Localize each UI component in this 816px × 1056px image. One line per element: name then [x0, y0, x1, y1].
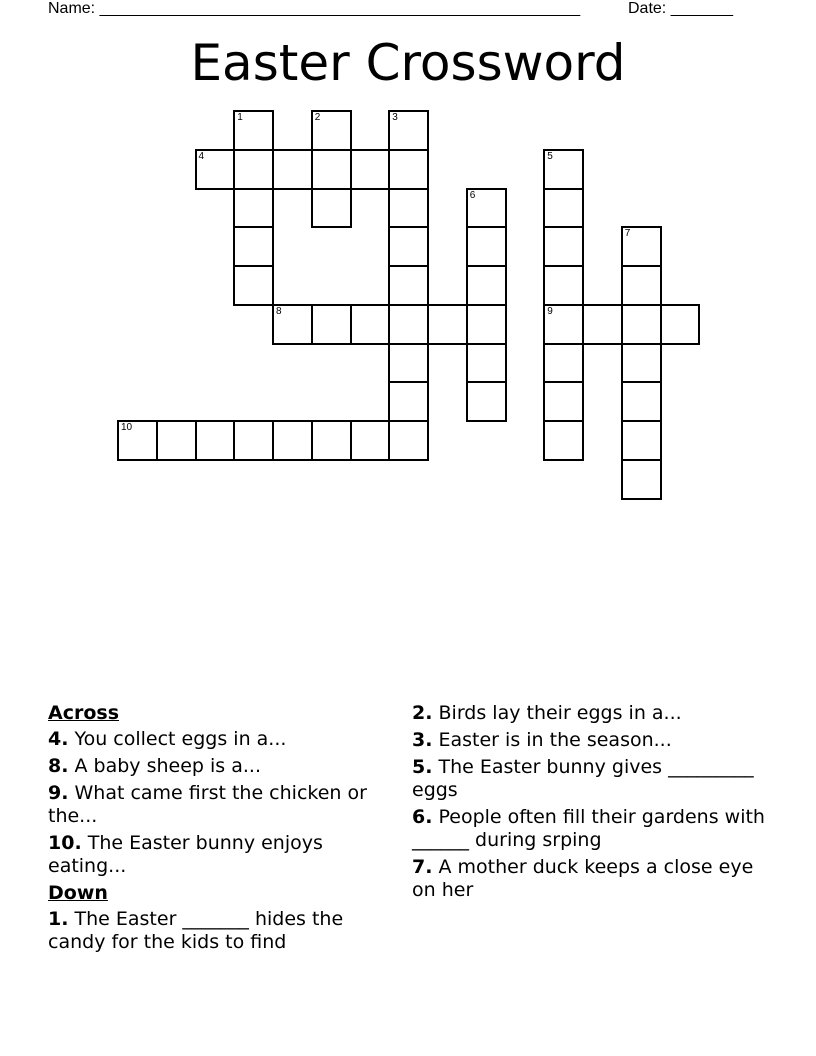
crossword-grid	[0, 0, 816, 520]
grid-cell[interactable]	[466, 226, 507, 267]
grid-cell[interactable]	[543, 304, 584, 345]
grid-cell[interactable]	[233, 110, 274, 151]
clue-text: The Easter _______ hides the candy for the kids to find	[48, 908, 344, 953]
name-field[interactable]: Name: ______________________________________________________	[48, 0, 581, 17]
clue-number-label: 1	[237, 112, 243, 123]
grid-cell[interactable]	[543, 343, 584, 384]
grid-cell[interactable]	[466, 265, 507, 306]
grid-cell[interactable]	[621, 265, 662, 306]
clue-number-label: 3	[392, 112, 398, 123]
grid-cell[interactable]	[621, 459, 662, 500]
grid-cell[interactable]	[117, 420, 158, 461]
grid-cell[interactable]	[543, 265, 584, 306]
grid-cell[interactable]	[660, 304, 701, 345]
grid-cell[interactable]	[311, 304, 352, 345]
clue-number-label: 2	[314, 112, 321, 123]
across-clue-9	[48, 782, 388, 828]
clue-number: 10.	[48, 832, 82, 854]
clue-text: A baby sheep is a...	[74, 755, 261, 777]
clue-number: 5.	[412, 756, 433, 778]
clues-left-column	[48, 702, 388, 958]
grid-cell[interactable]	[388, 381, 429, 422]
clue-number: 7.	[412, 856, 433, 878]
grid-cell[interactable]	[543, 381, 584, 422]
grid-cell[interactable]	[466, 188, 507, 229]
grid-cell[interactable]	[350, 149, 391, 190]
grid-cell[interactable]	[621, 381, 662, 422]
grid-cell[interactable]	[272, 420, 313, 461]
down-clue-1	[48, 908, 388, 954]
grid-cell[interactable]	[543, 420, 584, 461]
clue-text: Birds lay their eggs in a...	[438, 702, 682, 724]
down-clue-7	[412, 856, 782, 902]
clue-number: 6.	[412, 806, 433, 828]
grid-cell[interactable]	[388, 304, 429, 345]
grid-cell[interactable]	[543, 188, 584, 229]
clue-text: The Easter bunny enjoys eating...	[48, 832, 323, 877]
grid-cell[interactable]	[195, 420, 236, 461]
clue-number-label: 4	[198, 150, 205, 162]
grid-cell[interactable]	[350, 304, 391, 345]
clue-number-label: 8	[276, 305, 282, 317]
grid-cell[interactable]	[388, 149, 429, 190]
clue-text: You collect eggs in a...	[74, 728, 287, 750]
clue-number-label: 7	[624, 228, 631, 240]
clue-number-label: 10	[121, 422, 133, 433]
clue-number: 3.	[412, 729, 433, 751]
grid-cell[interactable]	[543, 226, 584, 267]
grid-cell[interactable]	[427, 304, 468, 345]
grid-cell[interactable]	[350, 420, 391, 461]
grid-cell[interactable]	[233, 420, 274, 461]
clue-number: 1.	[48, 908, 69, 930]
clue-text: What came first the chicken or the...	[48, 782, 367, 827]
grid-cell[interactable]	[233, 226, 274, 267]
across-clue-4	[48, 728, 388, 751]
grid-cell[interactable]	[233, 149, 274, 190]
grid-cell[interactable]	[311, 149, 352, 190]
across-clue-10	[48, 832, 388, 878]
clue-text: People often fill their gardens with ______ during srping	[412, 806, 765, 851]
down-heading: Down	[48, 882, 108, 904]
grid-cell[interactable]	[388, 226, 429, 267]
grid-cell[interactable]	[388, 265, 429, 306]
date-field[interactable]: Date: _______	[628, 0, 733, 17]
clue-text: The Easter bunny gives _________ eggs	[412, 756, 754, 801]
grid-cell[interactable]	[466, 304, 507, 345]
clue-number: 8.	[48, 755, 69, 777]
grid-cell[interactable]	[621, 226, 662, 267]
grid-cell[interactable]	[543, 149, 584, 190]
clues-right-column	[412, 702, 782, 906]
clue-number: 2.	[412, 702, 433, 724]
clue-text: Easter is in the season...	[438, 729, 672, 751]
across-heading: Across	[48, 702, 120, 724]
across-clue-8	[48, 755, 388, 778]
grid-cell[interactable]	[621, 343, 662, 384]
clue-number: 9.	[48, 782, 69, 804]
grid-cell[interactable]	[621, 304, 662, 345]
grid-cell[interactable]	[233, 188, 274, 229]
grid-cell[interactable]	[466, 381, 507, 422]
grid-cell[interactable]	[621, 420, 662, 461]
page-title: Easter Crossword	[190, 34, 626, 92]
grid-cell[interactable]	[233, 265, 274, 306]
down-clue-6	[412, 806, 782, 852]
down-clue-5	[412, 756, 782, 802]
grid-cell[interactable]	[311, 420, 352, 461]
down-clue-3	[412, 729, 782, 752]
grid-cell[interactable]	[156, 420, 197, 461]
grid-cell[interactable]	[311, 188, 352, 229]
clue-number-label: 5	[547, 150, 553, 162]
grid-cell[interactable]	[311, 110, 352, 151]
grid-cell[interactable]	[272, 304, 313, 345]
clue-text: A mother duck keeps a close eye on her	[412, 856, 754, 901]
clue-number-label: 6	[469, 189, 476, 201]
clue-number-label: 9	[547, 305, 553, 317]
down-clue-2	[412, 702, 782, 725]
grid-cell[interactable]	[388, 343, 429, 384]
grid-cell[interactable]	[466, 343, 507, 384]
grid-cell[interactable]	[195, 149, 236, 190]
grid-cell[interactable]	[388, 420, 429, 461]
grid-cell[interactable]	[582, 304, 623, 345]
grid-cell[interactable]	[388, 188, 429, 229]
clue-number: 4.	[48, 728, 69, 750]
grid-cell[interactable]	[272, 149, 313, 190]
grid-cell[interactable]	[388, 110, 429, 151]
